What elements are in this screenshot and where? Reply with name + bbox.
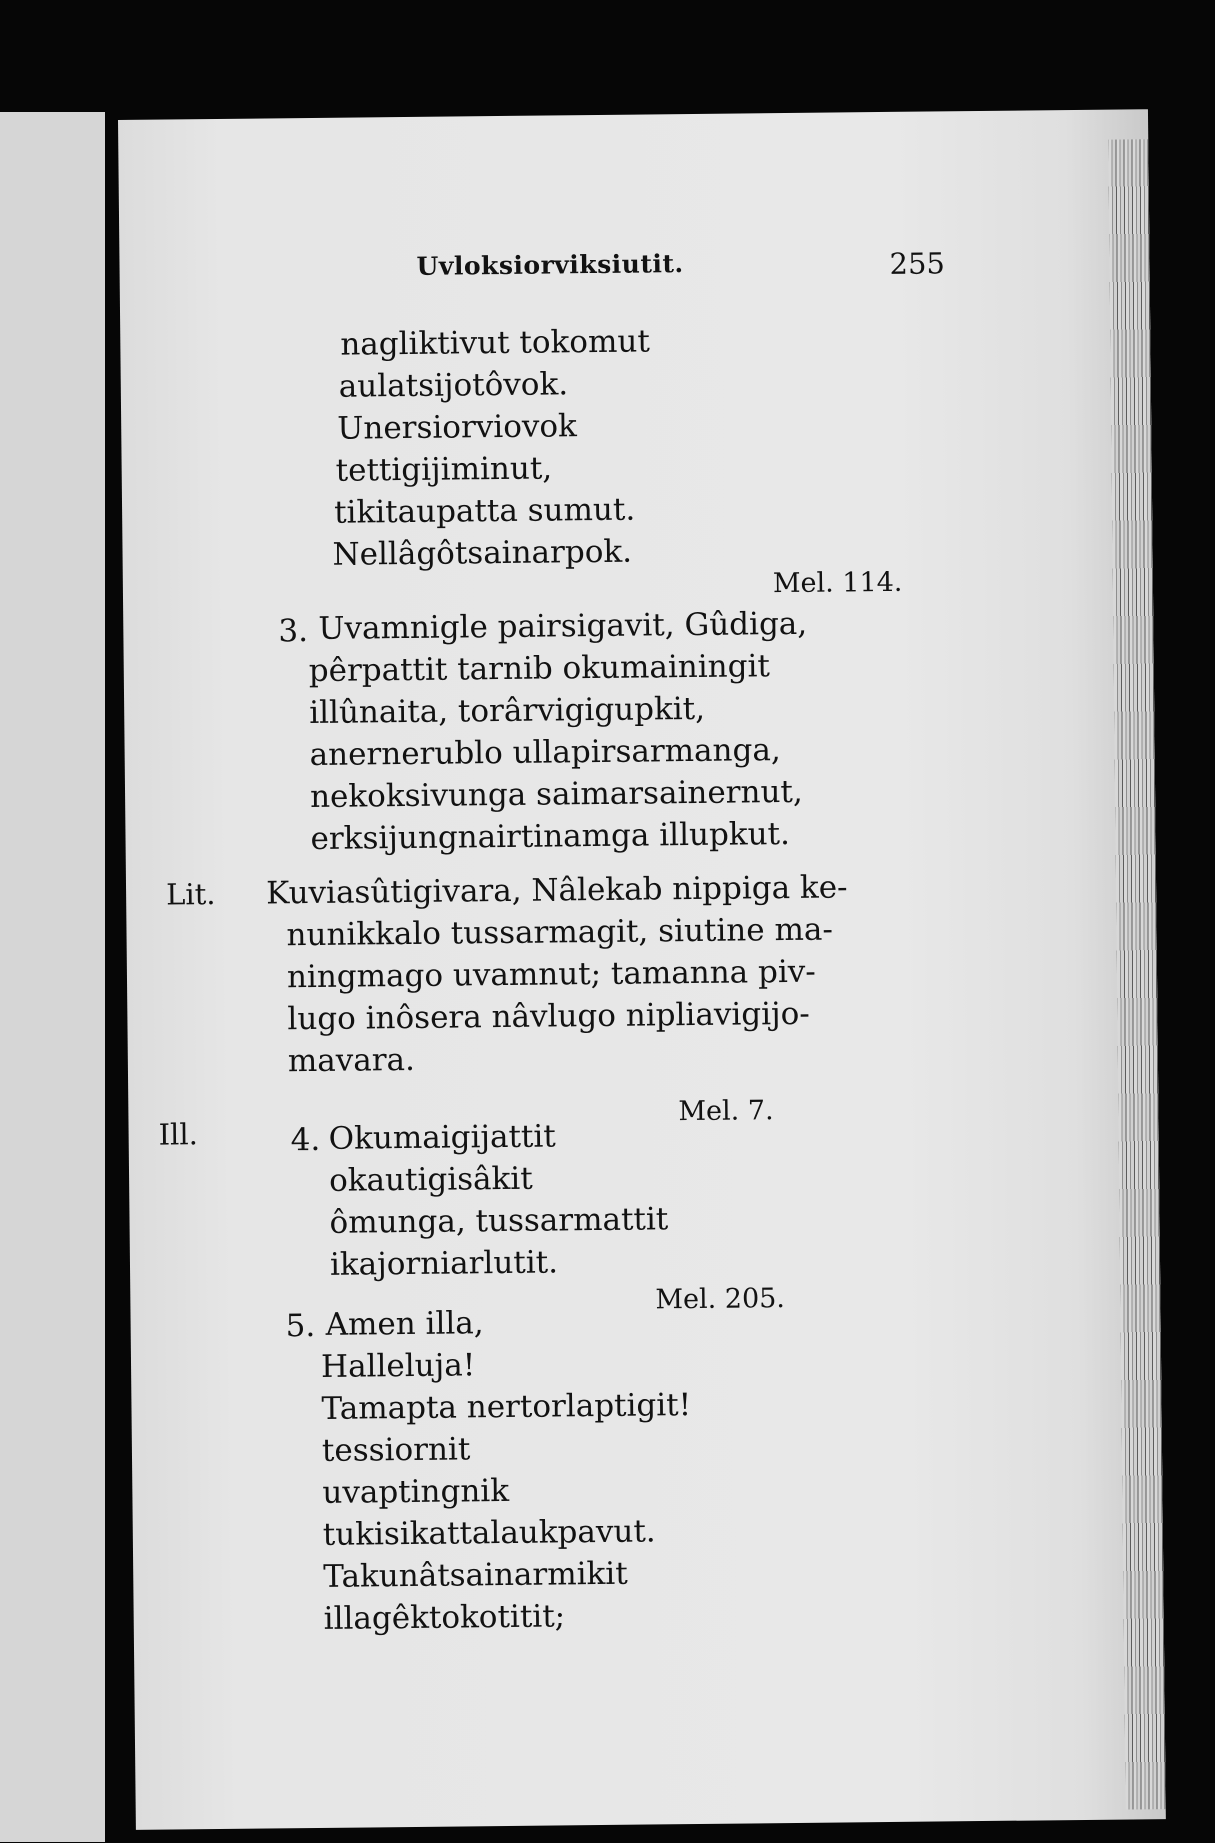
- stanza-4-line: ikajorniarlutit.: [329, 1244, 559, 1283]
- stanza-number: 3.: [278, 613, 309, 650]
- stanza-5-line: Halleluja!: [320, 1347, 476, 1385]
- stanza-5-line: Amen illa,: [325, 1305, 484, 1343]
- stanza-2-line: tikitaupatta sumut.: [333, 491, 636, 531]
- stanza-2-line: nagliktivut tokomut: [340, 323, 651, 363]
- book-page: [118, 109, 1166, 1830]
- melody-reference: Mel. 205.: [655, 1283, 786, 1316]
- page-gutter: [1108, 139, 1165, 1809]
- stanza-2-line: Nellâgôtsainarpok.: [332, 533, 633, 573]
- stanza-3-line: erksijungnairtinamga illupkut.: [310, 816, 791, 858]
- stanza-2-line: Unersiorviovok: [337, 408, 578, 447]
- stanza-5-line: tukisikattalaukpavut.: [322, 1513, 656, 1553]
- stanza-3-line: pêrpattit tarnib okumainingit: [308, 648, 771, 690]
- left-page-edge: [0, 112, 105, 1842]
- stanza-5-line: uvaptingnik: [322, 1472, 510, 1511]
- stanza-5-line: tessiornit: [321, 1431, 471, 1469]
- stanza-4-line: okautigisâkit: [328, 1160, 533, 1199]
- litany-line: Kuviasûtigivara, Nâlekab nippiga ke-: [265, 869, 848, 912]
- litany-line: ningmago uvamnut; tamanna piv-: [286, 953, 816, 996]
- melody-reference: Mel. 7.: [678, 1095, 774, 1128]
- running-head: Uvloksiorviksiutit.: [416, 249, 684, 281]
- litany-line: nunikkalo tussarmagit, siutine ma-: [286, 911, 834, 954]
- melody-reference: Mel. 114.: [772, 566, 903, 600]
- stanza-number: 5.: [285, 1308, 316, 1345]
- stanza-3-line: Uvamnigle pairsigavit, Gûdiga,: [318, 605, 808, 647]
- stanza-4-line: ômunga, tussarmattit: [329, 1201, 669, 1241]
- stanza-2-line: aulatsijotôvok.: [338, 366, 569, 405]
- stanza-3-line: anernerublo ullapirsarmanga,: [309, 732, 781, 774]
- stanza-2-line: tettigijiminut,: [335, 450, 553, 489]
- stanza-5-line: illagêktokotitit;: [323, 1598, 566, 1637]
- stanza-5-line: Tamapta nertorlaptigit!: [321, 1387, 692, 1427]
- stanza-number: 4.: [290, 1121, 321, 1159]
- margin-label-lit: Lit.: [165, 877, 216, 912]
- stanza-3-line: illûnaita, torârvigigupkit,: [309, 690, 706, 732]
- stanza-5-line: Takunâtsainarmikit: [323, 1555, 628, 1595]
- stanza-3-line: nekoksivunga saimarsainernut,: [309, 773, 803, 816]
- stanza-4-line: Okumaigijattit: [328, 1118, 556, 1157]
- page-number: 255: [889, 246, 946, 281]
- litany-line: mavara.: [287, 1041, 416, 1080]
- margin-label-ill: Ill.: [158, 1117, 199, 1152]
- litany-line: lugo inôsera nâvlugo nipliavigijo-: [287, 995, 810, 1038]
